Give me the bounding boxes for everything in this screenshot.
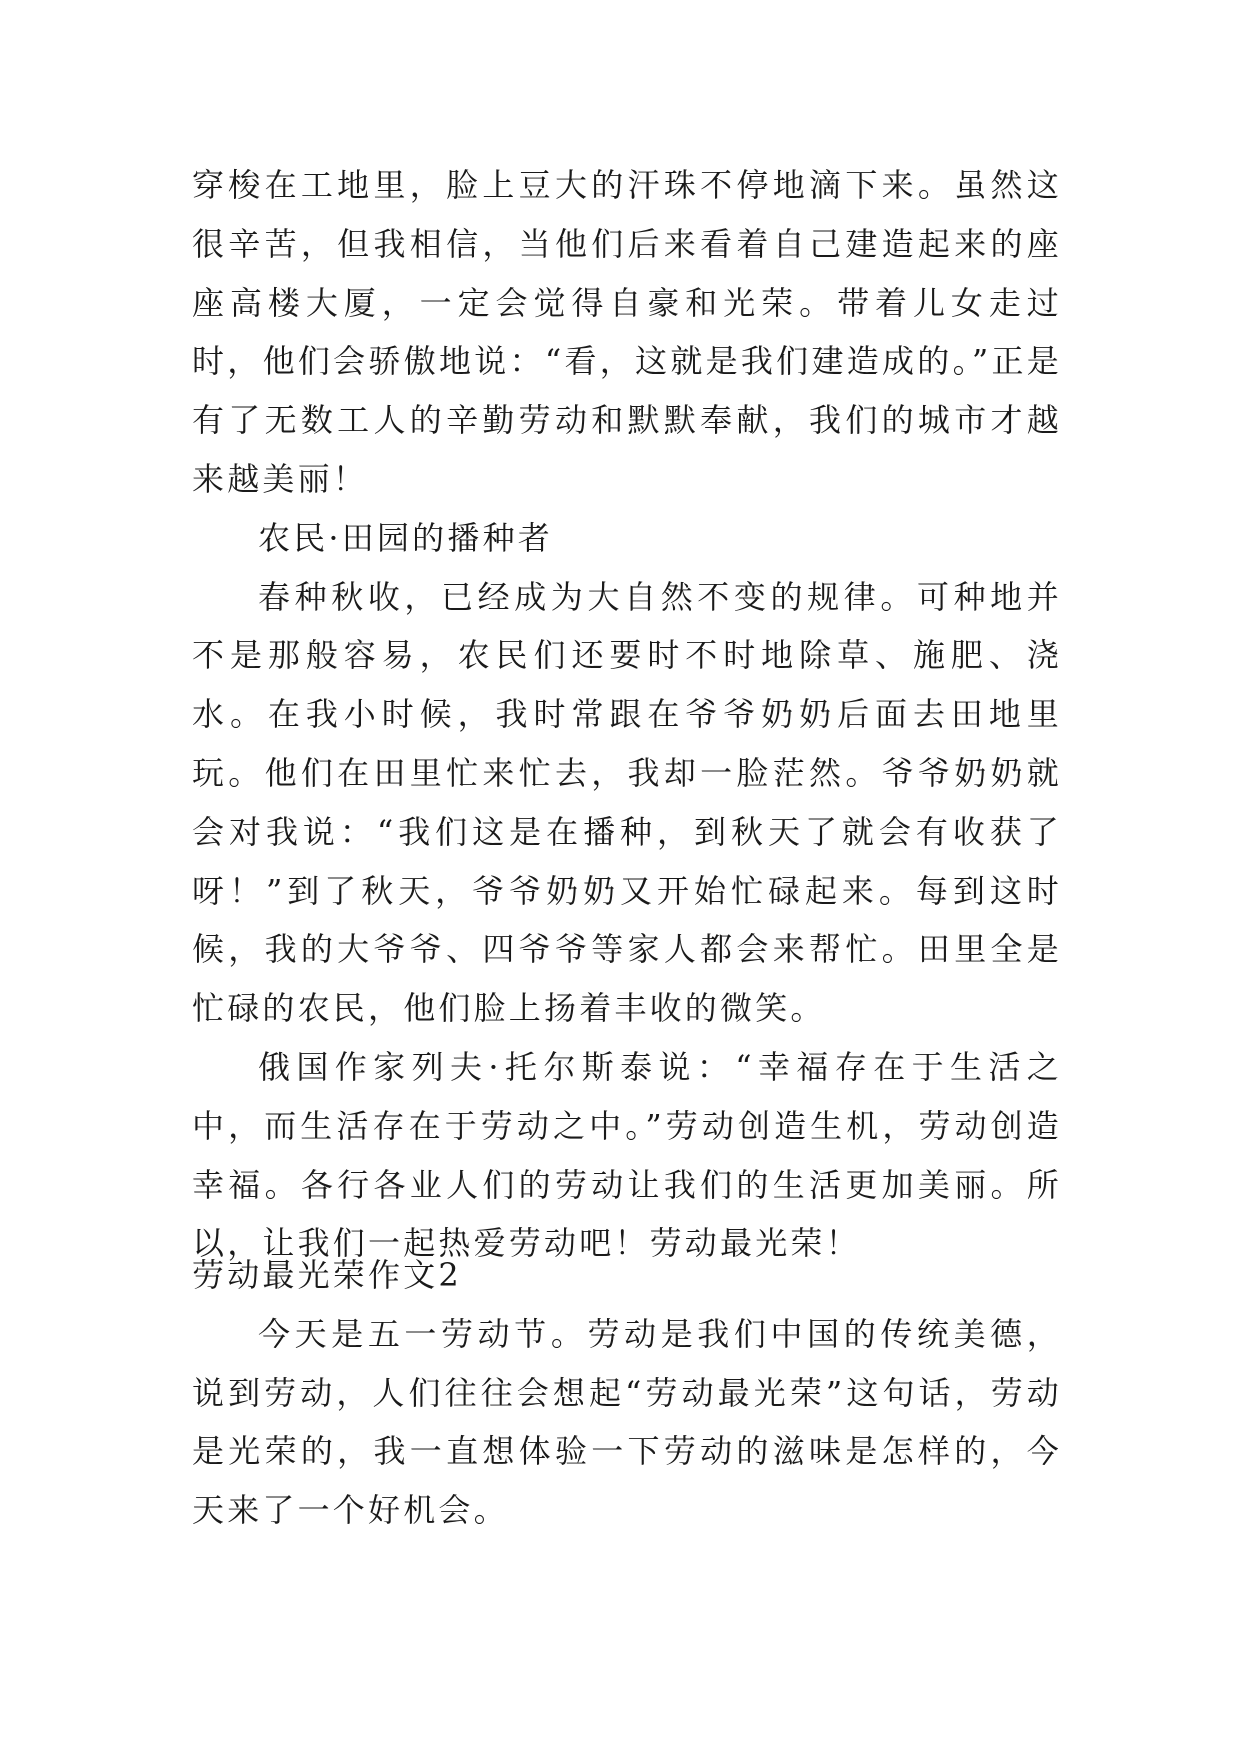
essay2-title: 劳动最光荣作文2 bbox=[192, 1256, 462, 1294]
paragraph-farmers: 春种秋收，已经成为大自然不变的规律。可种地并不是那般容易，农民们还要时不时地除草、施肥、浇水。在我小时候，我时常跟在爷爷奶奶后面去田地里玩。他们在田里忙来忙去，我却一脸茫然。爷爷奶奶就会对我说：“我们这是在播种，到秋天了就会有收获了呀！”到了秋天，爷爷奶奶又开始忙碌起来。每到这时候，我的大爷爷、四爷爷等家人都会来帮忙。田里全是忙碌的农民，他们脸上扬着丰收的微笑。 bbox=[192, 577, 1062, 1028]
paragraph-workers: 穿梭在工地里，脸上豆大的汗珠不停地滴下来。虽然这很辛苦，但我相信，当他们后来看着自己建造起来的座座高楼大厦，一定会觉得自豪和光荣。带着儿女走过时，他们会骄傲地说：“看，这就是我们建造成的。”正是有了无数工人的辛勤劳动和默默奉献，我们的城市才越来越美丽！ bbox=[192, 166, 1062, 498]
essay2-text bbox=[192, 1246, 1062, 1540]
essay1-continued-text bbox=[192, 156, 1062, 1273]
subheading-farmers: 农民·田园的播种者 bbox=[258, 518, 553, 557]
paragraph-tolstoy-quote: 俄国作家列夫·托尔斯泰说：“幸福存在于生活之中，而生活存在于劳动之中。”劳动创造生机，劳动创造幸福。各行各业人们的劳动让我们的生活更加美丽。所以，让我们一起热爱劳动吧！劳动最光荣！ bbox=[192, 1047, 1062, 1263]
essay2-paragraph-1: 今天是五一劳动节。劳动是我们中国的传统美德，说到劳动，人们往往会想起“劳动最光荣”这句话，劳动是光荣的，我一直想体验一下劳动的滋味是怎样的，今天来了一个好机会。 bbox=[192, 1314, 1062, 1530]
